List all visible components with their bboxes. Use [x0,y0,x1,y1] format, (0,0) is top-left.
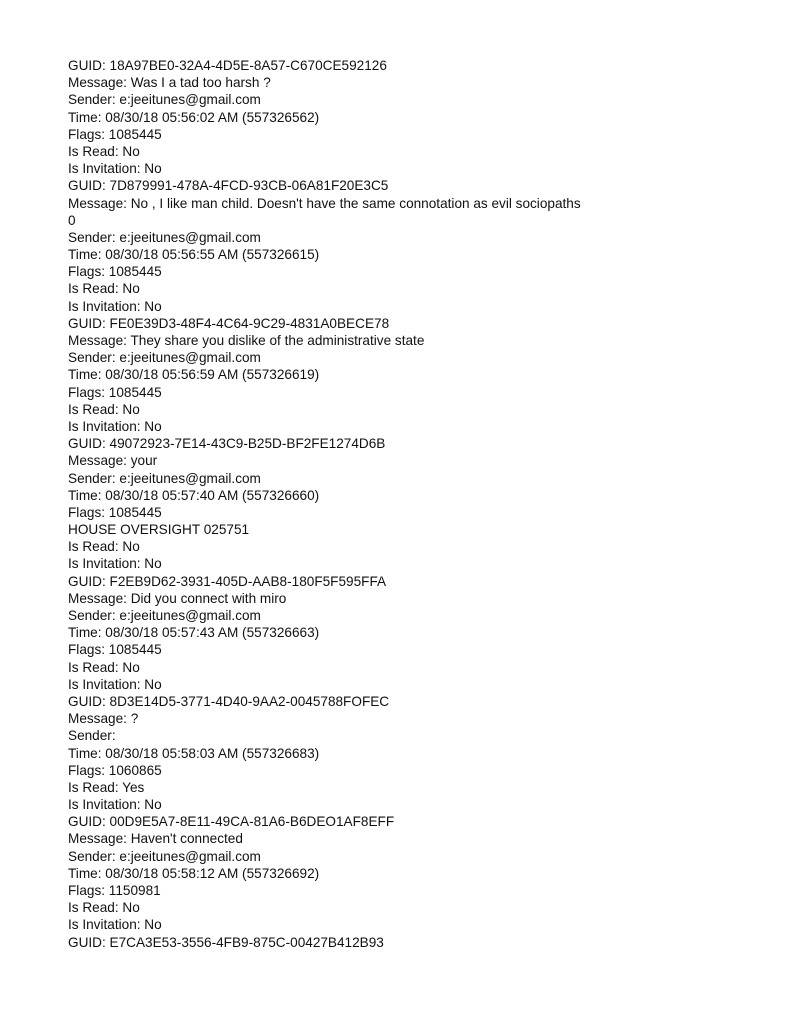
document-body [68,57,768,951]
sender-line: Sender: e:jeeitunes@gmail.com [68,470,261,486]
sender-line: Sender: e:jeeitunes@gmail.com [68,92,261,108]
is-read-line: Is Read: No [68,659,140,675]
flags-line: Flags: 1150981 [68,883,161,898]
flags-line: Flags: 1085445 [68,384,162,400]
guid-line: GUID: 18A97BE0-32A4-4D5E-8A57-C670CE592126 [68,58,387,73]
time-line: Time: 08/30/18 05:57:43 AM (557326663) [68,625,320,641]
is-read-line: Is Read: No [68,281,140,297]
message-continuation-line: 0 [68,212,76,228]
is-read-line: Is Read: No [68,900,140,916]
sender-line: Sender: e:jeeitunes@gmail.com [68,350,261,366]
sender-line: Sender: [68,728,116,744]
time-line: Time: 08/30/18 05:58:12 AM (557326692) [68,865,320,881]
message-line: Message: your [68,453,158,469]
flags-line: Flags: 1085445 [68,264,162,280]
message-line: Message: ? [68,711,139,727]
guid-line: GUID: 7D879991-478A-4FCD-93CB-06A81F20E3C5 [68,178,389,194]
flags-line: Flags: 1085445 [68,126,162,142]
is-invitation-line: Is Invitation: No [68,797,162,813]
guid-line: GUID: F2EB9D62-3931-405D-AAB8-180F5F595FFA [68,573,387,589]
is-read-line: Is Read: No [68,401,140,417]
message-line: Message: Did you connect with miro [68,590,287,606]
flags-line: Flags: 1085445 [68,504,162,520]
sender-line: Sender: e:jeeitunes@gmail.com [68,229,261,245]
is-read-line: Is Read: Yes [68,779,145,795]
sender-line: Sender: e:jeeitunes@gmail.com [68,848,261,864]
bates-stamp-line: HOUSE OVERSIGHT 025751 [68,522,250,538]
time-line: Time: 08/30/18 05:56:55 AM (557326615) [68,247,320,263]
message-line: Message: They share you dislike of the administrative state [68,333,425,348]
is-invitation-line: Is Invitation: No [68,418,162,434]
is-invitation-line: Is Invitation: No [68,676,162,692]
flags-line: Flags: 1060865 [68,762,162,778]
time-line: Time: 08/30/18 05:58:03 AM (557326683) [68,745,320,761]
message-line: Message: Haven't connected [68,831,243,847]
is-read-line: Is Read: No [68,539,140,555]
guid-line: GUID: 49072923-7E14-43C9-B25D-BF2FE1274D6B [68,436,386,452]
guid-line: GUID: 8D3E14D5-3771-4D40-9AA2-0045788FOFEC [68,693,390,709]
time-line: Time: 08/30/18 05:56:59 AM (557326619) [68,367,320,383]
flags-line: Flags: 1085445 [68,642,162,658]
sender-line: Sender: e:jeeitunes@gmail.com [68,608,261,623]
message-line: Message: No , I like man child. Doesn't have the same connotation as evil sociopaths [68,195,581,211]
time-line: Time: 08/30/18 05:57:40 AM (557326660) [68,487,320,503]
is-invitation-line: Is Invitation: No [68,298,162,314]
is-invitation-line: Is Invitation: No [68,917,162,933]
time-line: Time: 08/30/18 05:56:02 AM (557326562) [68,109,320,125]
is-invitation-line: Is Invitation: No [68,556,162,572]
is-invitation-line: Is Invitation: No [68,161,162,177]
guid-line: GUID: E7CA3E53-3556-4FB9-875C-00427B412B93 [68,934,384,950]
message-line: Message: Was I a tad too harsh ? [68,75,271,91]
guid-line: GUID: 00D9E5A7-8E11-49CA-81A6-B6DEO1AF8EFF [68,814,395,830]
is-read-line: Is Read: No [68,143,140,159]
guid-line: GUID: FE0E39D3-48F4-4C64-9C29-4831A0BECE78 [68,315,390,331]
